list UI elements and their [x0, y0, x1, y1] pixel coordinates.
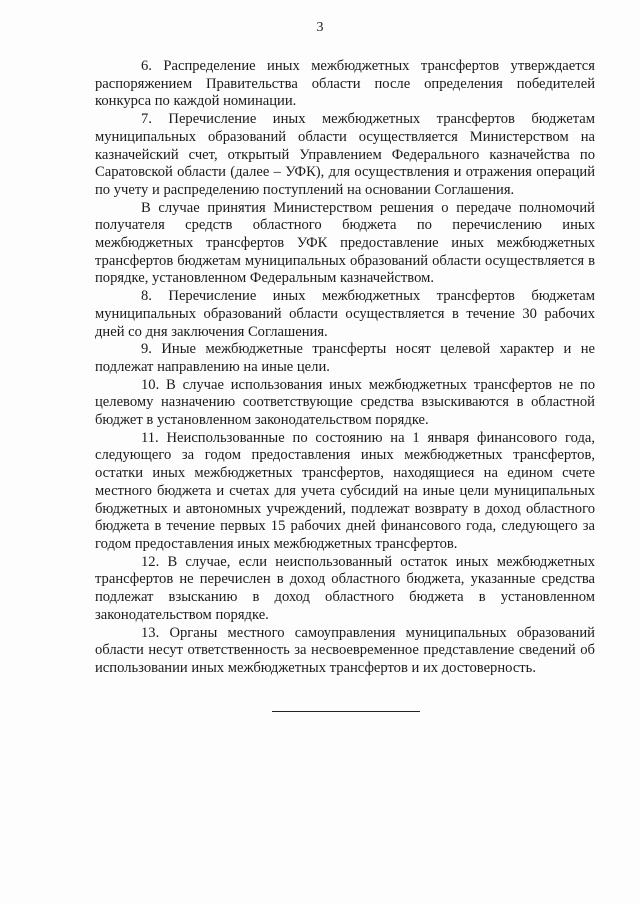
- paragraph-9: 9. Иные межбюджетные трансферты носят целевой характер и не подлежат направлению на иные цели.: [95, 341, 595, 375]
- paragraph-13: 13. Органы местного самоуправления муниципальных образований области несут ответственность за несвоевременное представление сведений об использовании иных межбюджетных трансфертов и их достоверность.: [95, 624, 595, 676]
- paragraph-11: 11. Неиспользованные по состоянию на 1 января финансового года, следующего за годом предоставления иных межбюджетных трансфертов, остатки иных межбюджетных трансфертов, находящиеся на едином счете местного бюджета и счетах для учета субсидий на иные цели муниципальных бюджетных и автономных учреждений, подлежат возврату в доход областного бюджета в течение первых 15 рабочих дней финансового года, следующего за годом предоставления иных межбюджетных трансфертов.: [95, 429, 595, 552]
- end-divider-line: [272, 711, 420, 712]
- paragraph-10: 10. В случае использования иных межбюджетных трансфертов не по целевому назначению соответствующие средства взыскиваются в областной бюджет в установленном законодательством порядке.: [95, 376, 595, 429]
- document-body: [95, 58, 595, 678]
- paragraph-12: 12. В случае, если неиспользованный остаток иных межбюджетных трансфертов не перечислен в доход областного бюджета, указанные средства подлежат взысканию в доход областного бюджета в установленном законодательством порядке.: [95, 553, 595, 623]
- paragraph-8: 8. Перечисление иных межбюджетных трансфертов бюджетам муниципальных образований области осуществляется в течение 30 рабочих дней со дня заключения Соглашения.: [95, 288, 595, 340]
- paragraph-6: 6. Распределение иных межбюджетных трансфертов утверждается распоряжением Правительства области после определения победителей конкурса по каждой номинации.: [95, 58, 595, 110]
- page-number: 3: [316, 20, 324, 35]
- paragraph-7: 7. Перечисление иных межбюджетных трансфертов бюджетам муниципальных образований области осуществляется Министерством на казначейский счет, открытый Управлением Федерального казначейства по Саратовской области (далее – УФК), для осуществления и отражения операций по учету и распределению поступлений на основании Соглашения.: [95, 111, 595, 198]
- paragraph-7-continuation: В случае принятия Министерством решения о передаче полномочий получателя средств областного бюджета по перечислению иных межбюджетных трансфертов УФК предоставление иных межбюджетных трансфертов бюджетам муниципальных образований области осуществляется в порядке, установленном Федеральным казначейством.: [95, 199, 595, 287]
